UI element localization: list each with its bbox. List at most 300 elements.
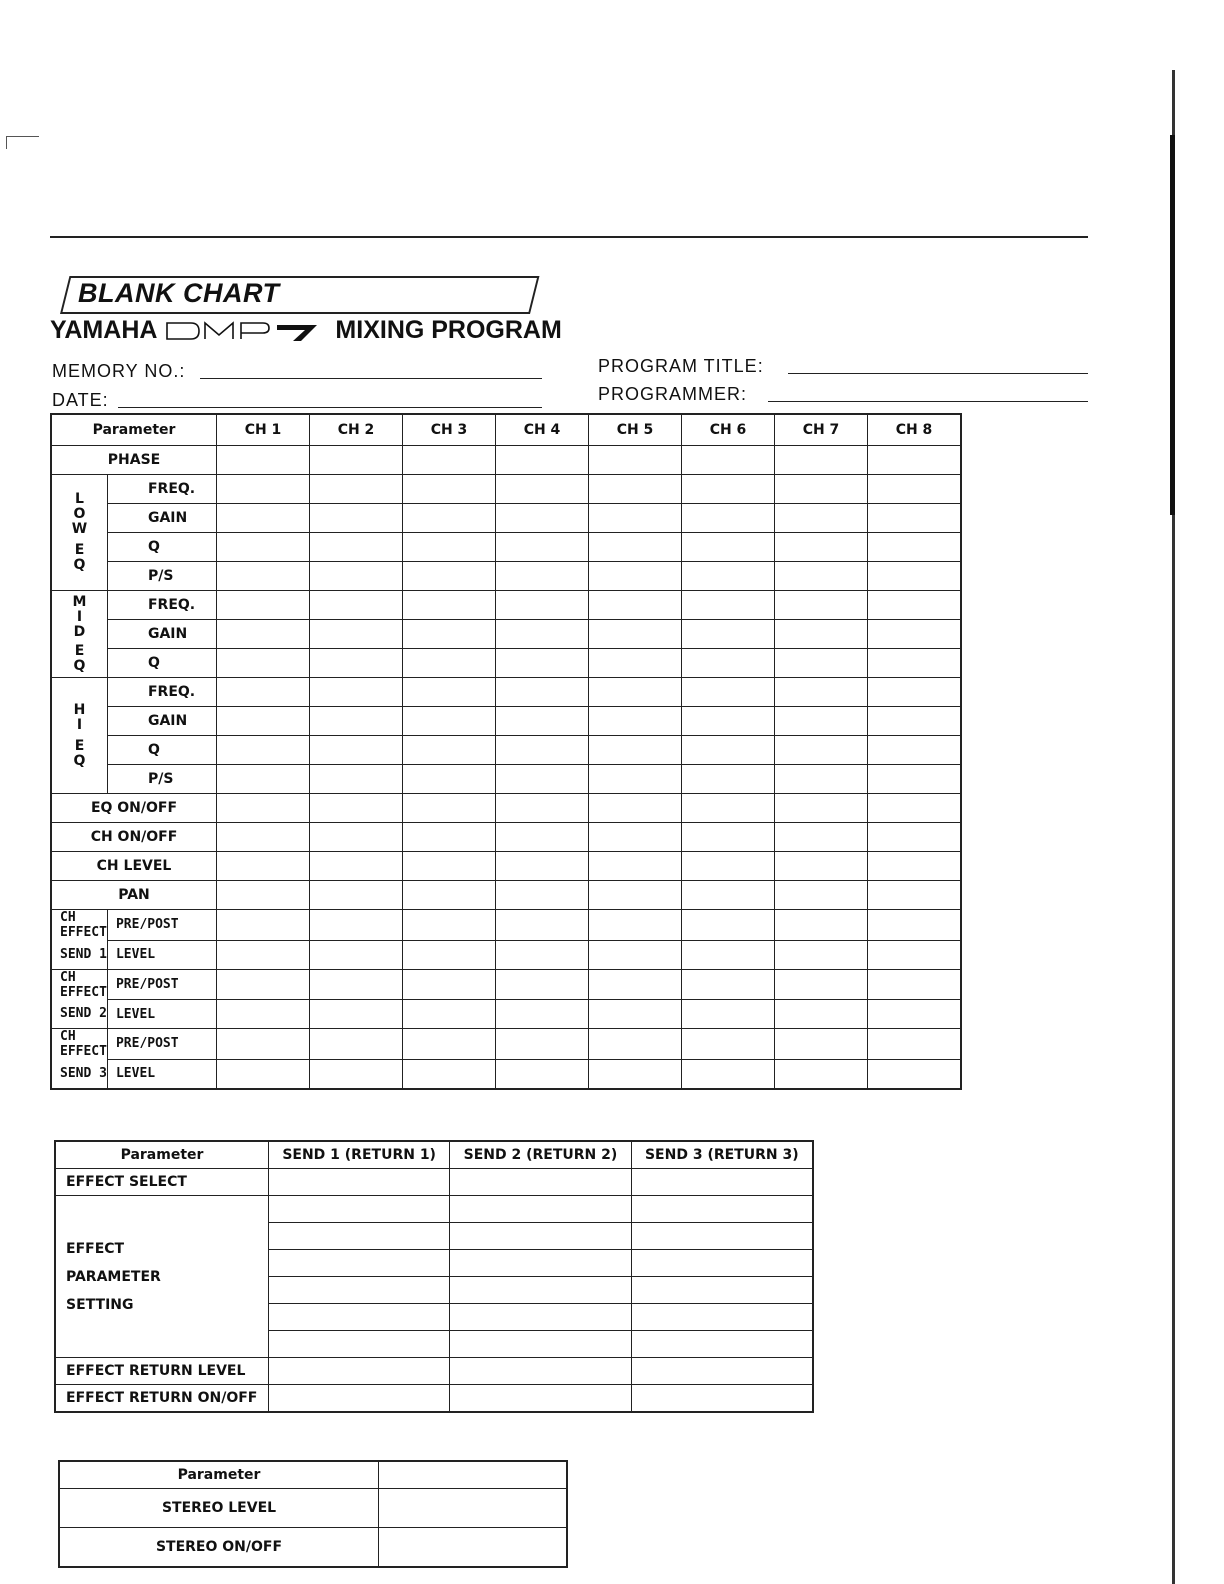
table-row [51, 881, 961, 910]
entry-cell[interactable] [496, 852, 589, 881]
table-row [51, 620, 961, 649]
entry-cell[interactable] [403, 707, 496, 736]
entry-cell[interactable] [217, 1000, 310, 1029]
table-row [51, 533, 961, 562]
entry-cell[interactable] [682, 649, 775, 678]
entry-cell[interactable] [682, 823, 775, 852]
entry-cell[interactable] [310, 533, 403, 562]
entry-cell[interactable] [403, 533, 496, 562]
row-label: CH ON/OFF [51, 823, 217, 852]
ch-header: CH 3 [403, 414, 496, 446]
entry-cell[interactable] [403, 910, 496, 941]
entry-cell[interactable] [496, 678, 589, 707]
entry-cell[interactable] [450, 1331, 631, 1358]
row-label: CH LEVEL [51, 852, 217, 881]
entry-cell[interactable] [217, 620, 310, 649]
entry-cell[interactable] [269, 1385, 450, 1413]
ch-header: CH 4 [496, 414, 589, 446]
entry-cell[interactable] [403, 881, 496, 910]
row-label: EFFECT RETURN LEVEL [55, 1358, 269, 1385]
row-label: LEVEL [107, 1000, 216, 1029]
entry-cell[interactable] [379, 1528, 568, 1568]
entry-cell[interactable] [403, 852, 496, 881]
entry-cell[interactable] [496, 562, 589, 591]
table-row [51, 504, 961, 533]
entry-cell[interactable] [310, 940, 403, 969]
entry-cell[interactable] [589, 852, 682, 881]
entry-cell[interactable] [868, 940, 962, 969]
entry-cell[interactable] [217, 1059, 310, 1089]
entry-cell[interactable] [217, 678, 310, 707]
entry-cell[interactable] [403, 591, 496, 620]
row-label: P/S [107, 562, 216, 591]
entry-cell[interactable] [775, 852, 868, 881]
entry-cell[interactable] [310, 969, 403, 1000]
programmer-label: PROGRAMMER: [598, 384, 748, 404]
entry-cell[interactable] [775, 620, 868, 649]
table-row [51, 591, 961, 620]
entry-cell[interactable] [631, 1223, 813, 1250]
entry-cell[interactable] [217, 591, 310, 620]
entry-cell[interactable] [450, 1223, 631, 1250]
entry-cell[interactable] [379, 1489, 568, 1528]
banner-title: BLANK CHART [78, 278, 280, 308]
entry-cell[interactable] [682, 910, 775, 941]
entry-cell[interactable] [775, 446, 868, 475]
entry-cell[interactable] [589, 504, 682, 533]
entry-cell[interactable] [269, 1304, 450, 1331]
row-label: P/S [107, 765, 216, 794]
corner-mark [6, 136, 39, 149]
entry-cell[interactable] [217, 969, 310, 1000]
hi-eq-group-label: H I E Q [51, 678, 107, 794]
entry-cell[interactable] [682, 678, 775, 707]
entry-cell[interactable] [403, 736, 496, 765]
entry-cell[interactable] [217, 533, 310, 562]
entry-cell[interactable] [589, 533, 682, 562]
entry-cell[interactable] [682, 504, 775, 533]
entry-cell[interactable] [775, 475, 868, 504]
entry-cell[interactable] [403, 1059, 496, 1089]
entry-cell[interactable] [310, 591, 403, 620]
table-row [51, 910, 961, 941]
entry-cell[interactable] [589, 678, 682, 707]
entry-cell[interactable] [589, 969, 682, 1000]
table-row [51, 446, 961, 475]
entry-cell[interactable] [217, 446, 310, 475]
effect-parameter-setting-label: EFFECT PARAMETER SETTING [55, 1196, 269, 1358]
entry-cell[interactable] [217, 1029, 310, 1060]
entry-cell[interactable] [496, 446, 589, 475]
entry-cell[interactable] [217, 940, 310, 969]
entry-cell[interactable] [775, 765, 868, 794]
table-row [55, 1196, 813, 1223]
table-row [55, 1358, 813, 1385]
memory-no-label: MEMORY NO.: [52, 361, 186, 381]
entry-cell[interactable] [403, 475, 496, 504]
program-label: MIXING PROGRAM [335, 316, 562, 344]
entry-cell[interactable] [310, 620, 403, 649]
ch-header: CH 6 [682, 414, 775, 446]
entry-cell[interactable] [775, 707, 868, 736]
send-header: SEND 2 (RETURN 2) [450, 1141, 631, 1169]
entry-cell[interactable] [868, 1059, 962, 1089]
entry-cell[interactable] [496, 1059, 589, 1089]
entry-cell[interactable] [682, 591, 775, 620]
entry-cell[interactable] [589, 736, 682, 765]
entry-cell[interactable] [682, 620, 775, 649]
row-label: STEREO LEVEL [59, 1489, 379, 1528]
page-edge-dark [1170, 135, 1175, 515]
entry-cell[interactable] [682, 940, 775, 969]
entry-cell[interactable] [775, 910, 868, 941]
ch-header: CH 2 [310, 414, 403, 446]
table-row [55, 1385, 813, 1413]
entry-cell[interactable] [496, 591, 589, 620]
send-header: SEND 1 (RETURN 1) [269, 1141, 450, 1169]
entry-cell[interactable] [450, 1358, 631, 1385]
entry-cell[interactable] [496, 533, 589, 562]
table-row [59, 1489, 567, 1528]
entry-cell[interactable] [589, 940, 682, 969]
entry-cell[interactable] [682, 533, 775, 562]
entry-cell[interactable] [682, 475, 775, 504]
entry-cell[interactable] [589, 881, 682, 910]
program-title-label: PROGRAM TITLE: [598, 356, 764, 376]
entry-cell[interactable] [775, 533, 868, 562]
entry-cell[interactable] [868, 794, 962, 823]
entry-cell[interactable] [496, 765, 589, 794]
entry-cell[interactable] [682, 1000, 775, 1029]
entry-cell[interactable] [403, 562, 496, 591]
row-label: EFFECT RETURN ON/OFF [55, 1385, 269, 1413]
entry-cell[interactable] [868, 969, 962, 1000]
entry-cell[interactable] [589, 823, 682, 852]
entry-cell[interactable] [868, 910, 962, 941]
entry-cell[interactable] [217, 765, 310, 794]
table-row [51, 649, 961, 678]
entry-cell[interactable] [631, 1304, 813, 1331]
send-group-label: SEND 3 [51, 1059, 107, 1089]
entry-cell[interactable] [450, 1196, 631, 1223]
entry-cell[interactable] [589, 707, 682, 736]
entry-cell[interactable] [496, 620, 589, 649]
entry-cell[interactable] [403, 446, 496, 475]
header-spacer [379, 1461, 568, 1489]
entry-cell[interactable] [775, 736, 868, 765]
channel-table [50, 413, 962, 1090]
entry-cell[interactable] [269, 1358, 450, 1385]
entry-cell[interactable] [496, 707, 589, 736]
entry-cell[interactable] [868, 446, 962, 475]
ch-header: CH 7 [775, 414, 868, 446]
entry-cell[interactable] [682, 852, 775, 881]
entry-cell[interactable] [403, 969, 496, 1000]
entry-cell[interactable] [310, 707, 403, 736]
entry-cell[interactable] [631, 1331, 813, 1358]
entry-cell[interactable] [775, 1029, 868, 1060]
entry-cell[interactable] [775, 794, 868, 823]
entry-cell[interactable] [868, 591, 962, 620]
entry-cell[interactable] [775, 504, 868, 533]
entry-cell[interactable] [868, 736, 962, 765]
ch-header: CH 8 [868, 414, 962, 446]
entry-cell[interactable] [496, 475, 589, 504]
entry-cell[interactable] [631, 1250, 813, 1277]
entry-cell[interactable] [310, 765, 403, 794]
entry-cell[interactable] [682, 562, 775, 591]
entry-cell[interactable] [403, 678, 496, 707]
entry-cell[interactable] [496, 649, 589, 678]
entry-cell[interactable] [403, 1029, 496, 1060]
entry-cell[interactable] [775, 1000, 868, 1029]
entry-cell[interactable] [310, 1029, 403, 1060]
send-header: SEND 3 (RETURN 3) [631, 1141, 813, 1169]
entry-cell[interactable] [589, 1059, 682, 1089]
row-label: PAN [51, 881, 217, 910]
entry-cell[interactable] [496, 794, 589, 823]
table-row [51, 1059, 961, 1089]
entry-cell[interactable] [775, 940, 868, 969]
entry-cell[interactable] [868, 823, 962, 852]
entry-cell[interactable] [496, 910, 589, 941]
row-label: Q [107, 736, 216, 765]
row-label: GAIN [107, 707, 216, 736]
entry-cell[interactable] [589, 446, 682, 475]
entry-cell[interactable] [775, 969, 868, 1000]
entry-cell[interactable] [496, 881, 589, 910]
row-label: PRE/POST [107, 910, 216, 941]
program-title-line[interactable] [788, 373, 1088, 374]
entry-cell[interactable] [868, 678, 962, 707]
entry-cell[interactable] [310, 794, 403, 823]
entry-cell[interactable] [775, 1059, 868, 1089]
ch-header: CH 5 [589, 414, 682, 446]
entry-cell[interactable] [217, 823, 310, 852]
entry-cell[interactable] [868, 852, 962, 881]
entry-cell[interactable] [269, 1169, 450, 1196]
entry-cell[interactable] [868, 881, 962, 910]
param-header: Parameter [51, 414, 217, 446]
entry-cell[interactable] [310, 649, 403, 678]
table-row [51, 823, 961, 852]
entry-cell[interactable] [310, 562, 403, 591]
entry-cell[interactable] [775, 562, 868, 591]
entry-cell[interactable] [217, 562, 310, 591]
entry-cell[interactable] [403, 504, 496, 533]
entry-cell[interactable] [868, 620, 962, 649]
entry-cell[interactable] [217, 475, 310, 504]
entry-cell[interactable] [589, 1029, 682, 1060]
entry-cell[interactable] [403, 1000, 496, 1029]
entry-cell[interactable] [589, 562, 682, 591]
entry-cell[interactable] [217, 649, 310, 678]
entry-cell[interactable] [868, 1000, 962, 1029]
entry-cell[interactable] [682, 1059, 775, 1089]
date-label: DATE: [52, 390, 109, 410]
entry-cell[interactable] [496, 940, 589, 969]
entry-cell[interactable] [217, 910, 310, 941]
entry-cell[interactable] [631, 1277, 813, 1304]
row-label: Q [107, 533, 216, 562]
entry-cell[interactable] [496, 736, 589, 765]
entry-cell[interactable] [269, 1277, 450, 1304]
entry-cell[interactable] [682, 736, 775, 765]
send-group-label: CH EFFECT [51, 910, 107, 941]
entry-cell[interactable] [682, 881, 775, 910]
table-row [51, 475, 961, 504]
table-row [51, 707, 961, 736]
row-label: GAIN [107, 620, 216, 649]
entry-cell[interactable] [217, 794, 310, 823]
row-label: FREQ. [107, 678, 216, 707]
entry-cell[interactable] [589, 649, 682, 678]
entry-cell[interactable] [589, 910, 682, 941]
entry-cell[interactable] [403, 940, 496, 969]
entry-cell[interactable] [496, 823, 589, 852]
entry-cell[interactable] [269, 1331, 450, 1358]
entry-cell[interactable] [868, 1029, 962, 1060]
entry-cell[interactable] [496, 504, 589, 533]
dmp7-logo [165, 317, 327, 345]
entry-cell[interactable] [682, 765, 775, 794]
row-label: PRE/POST [107, 1029, 216, 1060]
row-label: GAIN [107, 504, 216, 533]
table-row [51, 794, 961, 823]
entry-cell[interactable] [403, 765, 496, 794]
row-label: EQ ON/OFF [51, 794, 217, 823]
mid-eq-group-label: M I D E Q [51, 591, 107, 678]
entry-cell[interactable] [310, 852, 403, 881]
entry-cell[interactable] [496, 1000, 589, 1029]
entry-cell[interactable] [450, 1304, 631, 1331]
table-row [51, 1029, 961, 1060]
entry-cell[interactable] [868, 649, 962, 678]
program-heading [50, 316, 562, 345]
entry-cell[interactable] [269, 1223, 450, 1250]
row-label: PRE/POST [107, 969, 216, 1000]
entry-cell[interactable] [631, 1385, 813, 1413]
entry-cell[interactable] [589, 794, 682, 823]
entry-cell[interactable] [589, 620, 682, 649]
entry-cell[interactable] [217, 707, 310, 736]
send-group-label: SEND 1 [51, 940, 107, 969]
row-label: STEREO ON/OFF [59, 1528, 379, 1568]
entry-cell[interactable] [868, 765, 962, 794]
entry-cell[interactable] [217, 736, 310, 765]
memory-no-line[interactable] [200, 378, 542, 379]
entry-cell[interactable] [589, 475, 682, 504]
row-label: EFFECT SELECT [55, 1169, 269, 1196]
entry-cell[interactable] [310, 504, 403, 533]
entry-cell[interactable] [682, 969, 775, 1000]
entry-cell[interactable] [310, 823, 403, 852]
table-row [51, 852, 961, 881]
entry-cell[interactable] [310, 1059, 403, 1089]
entry-cell[interactable] [269, 1196, 450, 1223]
entry-cell[interactable] [403, 823, 496, 852]
entry-cell[interactable] [682, 707, 775, 736]
entry-cell[interactable] [631, 1196, 813, 1223]
brand-name: YAMAHA [50, 316, 158, 344]
entry-cell[interactable] [589, 1000, 682, 1029]
entry-cell[interactable] [217, 881, 310, 910]
table-row [51, 765, 961, 794]
entry-cell[interactable] [450, 1385, 631, 1413]
entry-cell[interactable] [217, 504, 310, 533]
table-row [51, 736, 961, 765]
entry-cell[interactable] [868, 707, 962, 736]
table-row [51, 940, 961, 969]
ch-header: CH 1 [217, 414, 310, 446]
param-header: Parameter [55, 1141, 269, 1169]
entry-cell[interactable] [403, 649, 496, 678]
entry-cell[interactable] [868, 504, 962, 533]
entry-cell[interactable] [496, 1029, 589, 1060]
top-rule [50, 236, 1088, 238]
entry-cell[interactable] [589, 591, 682, 620]
entry-cell[interactable] [682, 446, 775, 475]
entry-cell[interactable] [450, 1169, 631, 1196]
row-label: FREQ. [107, 475, 216, 504]
entry-cell[interactable] [868, 562, 962, 591]
entry-cell[interactable] [450, 1277, 631, 1304]
entry-cell[interactable] [217, 852, 310, 881]
entry-cell[interactable] [403, 620, 496, 649]
row-label-phase: PHASE [51, 446, 217, 475]
row-label: Q [107, 649, 216, 678]
entry-cell[interactable] [868, 533, 962, 562]
entry-cell[interactable] [310, 881, 403, 910]
entry-cell[interactable] [269, 1250, 450, 1277]
entry-cell[interactable] [589, 765, 682, 794]
entry-cell[interactable] [450, 1250, 631, 1277]
row-label: LEVEL [107, 940, 216, 969]
table-row [51, 969, 961, 1000]
entry-cell[interactable] [496, 969, 589, 1000]
entry-cell[interactable] [775, 649, 868, 678]
entry-cell[interactable] [310, 446, 403, 475]
entry-cell[interactable] [310, 475, 403, 504]
param-header: Parameter [59, 1461, 379, 1489]
entry-cell[interactable] [310, 910, 403, 941]
entry-cell[interactable] [682, 794, 775, 823]
send-group-label: CH EFFECT [51, 969, 107, 1000]
entry-cell[interactable] [682, 1029, 775, 1060]
date-line[interactable] [118, 407, 542, 408]
entry-cell[interactable] [631, 1358, 813, 1385]
table-row [51, 562, 961, 591]
table-row [51, 678, 961, 707]
stereo-table [58, 1460, 568, 1568]
table-row [55, 1169, 813, 1196]
entry-cell[interactable] [310, 1000, 403, 1029]
entry-cell[interactable] [403, 794, 496, 823]
low-eq-group-label: L O W E Q [51, 475, 107, 591]
entry-cell[interactable] [775, 678, 868, 707]
entry-cell[interactable] [631, 1169, 813, 1196]
entry-cell[interactable] [775, 823, 868, 852]
send-group-label: CH EFFECT [51, 1029, 107, 1060]
entry-cell[interactable] [775, 881, 868, 910]
entry-cell[interactable] [775, 591, 868, 620]
effect-table [54, 1140, 814, 1413]
programmer-line[interactable] [768, 401, 1088, 402]
table-row [59, 1528, 567, 1568]
entry-cell[interactable] [310, 736, 403, 765]
entry-cell[interactable] [868, 475, 962, 504]
entry-cell[interactable] [310, 678, 403, 707]
